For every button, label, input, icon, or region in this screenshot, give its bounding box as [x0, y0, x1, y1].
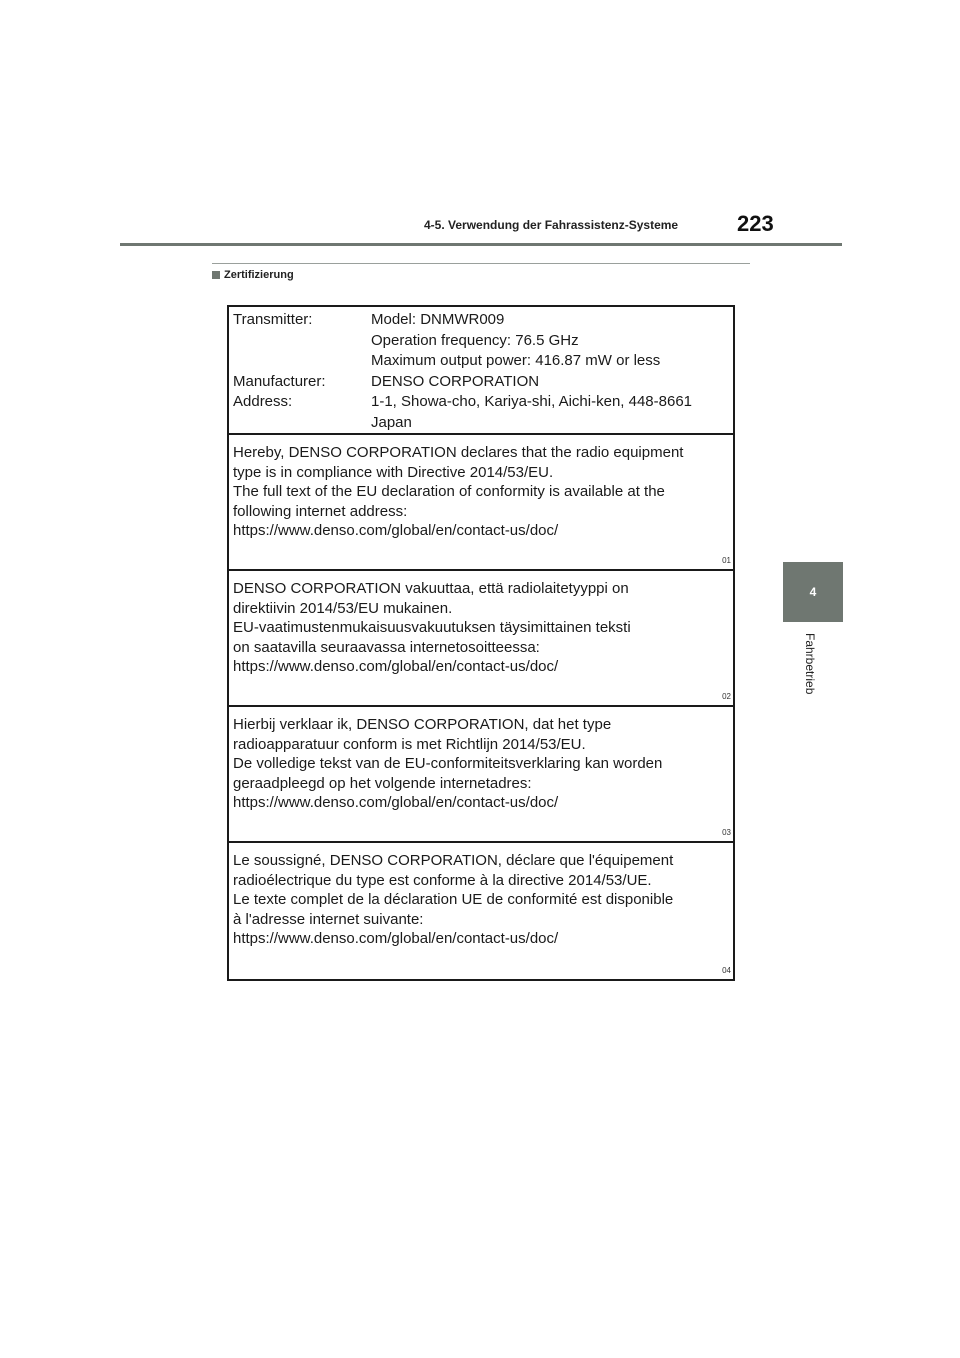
section-title: 4-5. Verwendung der Fahrassistenz-Systeme	[424, 218, 679, 232]
chapter-tab	[783, 562, 843, 622]
chapter-label: Fahrbetrieb	[803, 633, 817, 695]
info-value: Japan	[371, 413, 412, 431]
info-row	[233, 351, 733, 372]
declaration-finnish	[229, 571, 733, 707]
declaration-line: geraadpleegd op het volgende internetadres:	[233, 774, 532, 792]
declaration-dutch	[229, 707, 733, 843]
declaration-line: De volledige tekst van de EU-conformiteitsverklaring kan worden	[233, 755, 663, 772]
section-code: 04	[722, 966, 731, 975]
declaration-line: Le soussigné, DENSO CORPORATION, déclare que l'équipement	[233, 852, 674, 869]
transmitter-info	[229, 307, 733, 435]
info-key: Address:	[233, 393, 293, 410]
section-code: 03	[722, 828, 731, 837]
declaration-french	[229, 843, 733, 979]
section-code: 01	[722, 556, 731, 565]
info-row	[233, 392, 733, 413]
info-row	[233, 372, 733, 393]
declaration-url: https://www.denso.com/global/en/contact-us/doc/	[233, 658, 559, 675]
declaration-line: radioapparatuur conform is met Richtlijn 2014/53/EU.	[233, 735, 586, 753]
declaration-url: https://www.denso.com/global/en/contact-us/doc/	[233, 930, 559, 947]
header-rule	[120, 243, 842, 246]
page-number: 223	[737, 211, 774, 236]
declaration-line: Hierbij verklaar ik, DENSO CORPORATION, dat het type	[233, 716, 612, 733]
info-row	[233, 310, 733, 331]
declaration-line: on saatavilla seuraavassa internetosoitteessa:	[233, 638, 540, 656]
certification-box	[227, 305, 735, 981]
info-key	[233, 331, 371, 352]
declaration-line: type is in compliance with Directive 2014/53/EU.	[233, 463, 554, 481]
declaration-line: direktiivin 2014/53/EU mukainen.	[233, 599, 453, 617]
subheading-rule	[212, 263, 750, 264]
chapter-number: 4	[809, 585, 817, 599]
declaration-url: https://www.denso.com/global/en/contact-us/doc/	[233, 794, 559, 811]
info-value: 1-1, Showa-cho, Kariya-shi, Aichi-ken, 448-8661	[371, 393, 693, 410]
info-key: Transmitter:	[233, 311, 313, 328]
declaration-english	[229, 435, 733, 571]
declaration-line: EU-vaatimustenmukaisuusvakuutuksen täysimittainen teksti	[233, 619, 631, 636]
declaration-url: https://www.denso.com/global/en/contact-us/doc/	[233, 522, 559, 539]
subheading-label: Zertifizierung	[224, 269, 294, 281]
info-value: Model: DNMWR009	[371, 311, 505, 328]
info-row	[233, 413, 733, 434]
subheading	[212, 269, 294, 281]
declaration-line: Le texte complet de la déclaration UE de conformité est disponible	[233, 891, 674, 908]
info-value: DENSO CORPORATION	[371, 372, 540, 390]
square-bullet-icon	[212, 271, 220, 279]
info-value: Maximum output power: 416.87 mW or less	[371, 352, 661, 369]
info-key	[233, 413, 371, 434]
declaration-line: DENSO CORPORATION vakuuttaa, että radiolaitetyyppi on	[233, 580, 629, 597]
declaration-line: à l'adresse internet suivante:	[233, 910, 424, 928]
declaration-line: The full text of the EU declaration of conformity is available at the	[233, 483, 665, 500]
info-value: Operation frequency: 76.5 GHz	[371, 331, 579, 349]
declaration-line: Hereby, DENSO CORPORATION declares that the radio equipment	[233, 444, 684, 461]
info-row	[233, 331, 733, 352]
section-code: 02	[722, 692, 731, 701]
declaration-line: radioélectrique du type est conforme à la directive 2014/53/UE.	[233, 871, 652, 889]
declaration-line: following internet address:	[233, 502, 408, 520]
info-key: Manufacturer:	[233, 372, 326, 390]
info-key	[233, 351, 371, 372]
